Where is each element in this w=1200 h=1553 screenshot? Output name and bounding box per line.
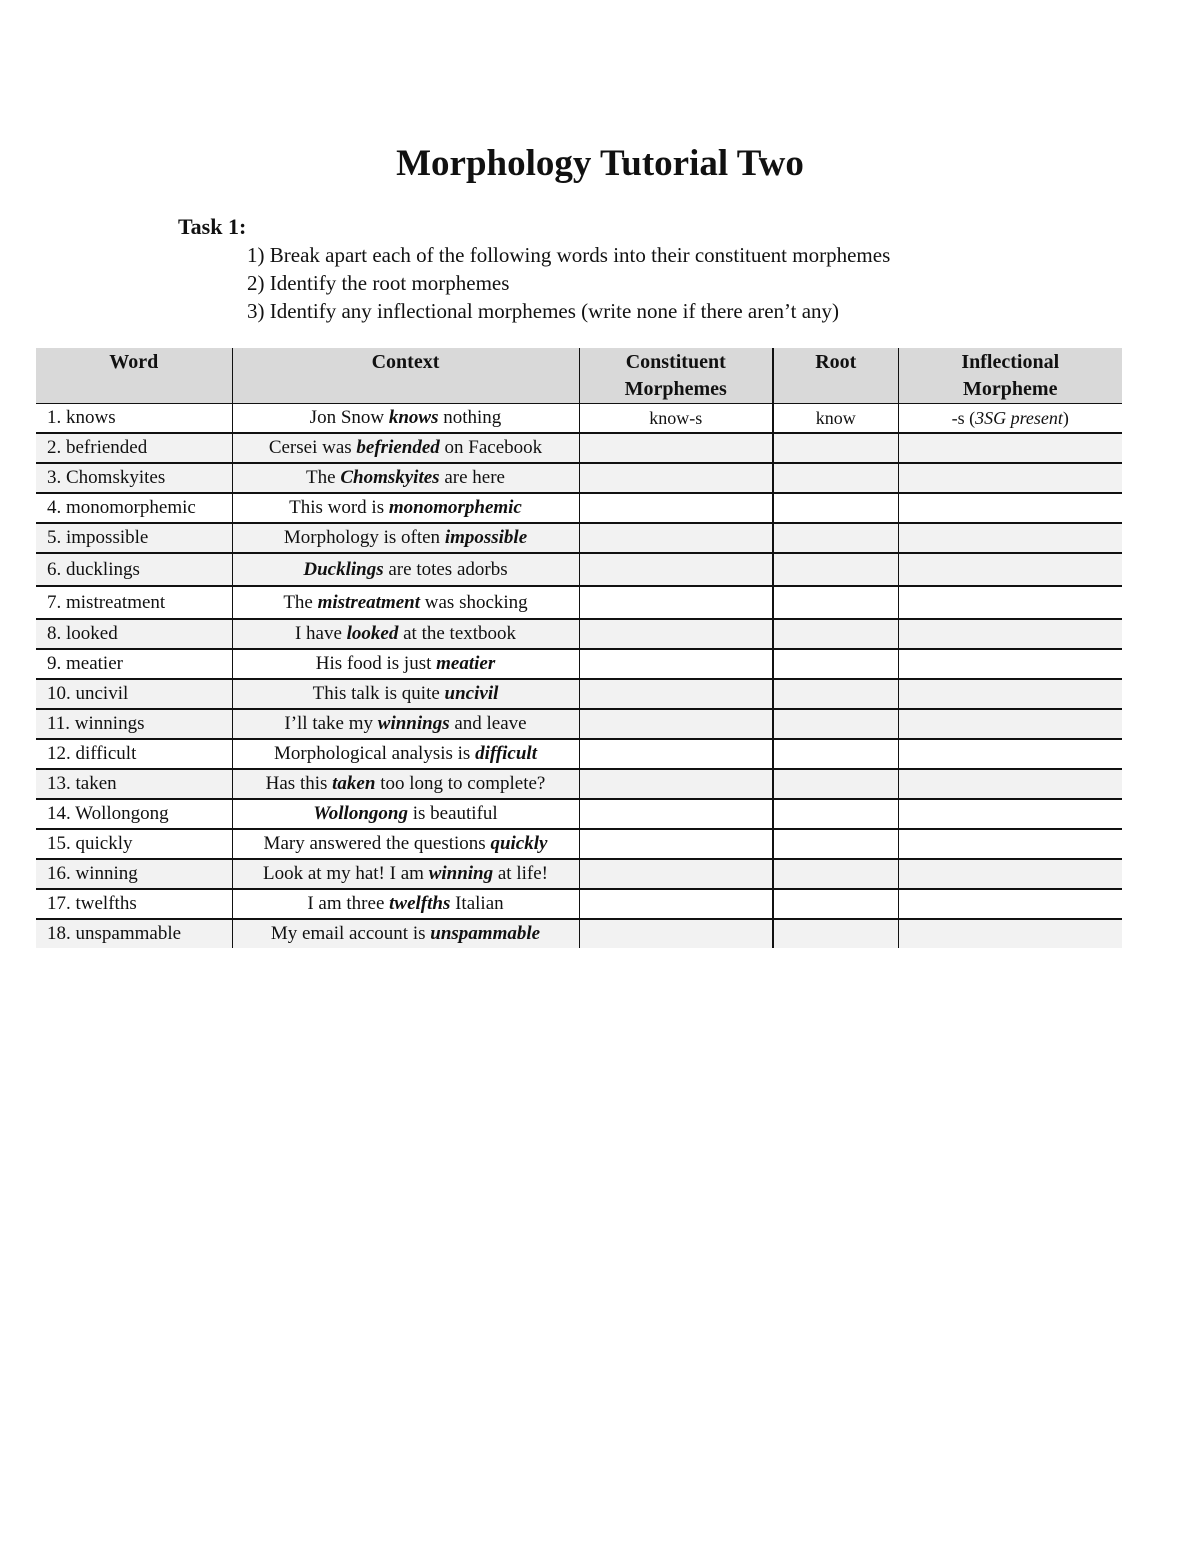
context-text-after: on Facebook — [439, 437, 543, 458]
context-text-before: I am three — [307, 893, 390, 914]
header-inflectional-morpheme — [898, 348, 1122, 404]
table-header-row — [36, 348, 1122, 404]
constituent-morphemes-cell[interactable] — [579, 829, 773, 859]
context-cell — [232, 463, 579, 493]
header-root: Root — [773, 348, 898, 404]
context-cell — [232, 404, 579, 434]
context-text-after: are here — [439, 467, 505, 488]
inflectional-morpheme-cell[interactable] — [898, 799, 1122, 829]
inflectional-morpheme-cell[interactable] — [898, 523, 1122, 553]
root-cell[interactable] — [773, 889, 898, 919]
inflectional-morpheme-cell[interactable] — [898, 649, 1122, 679]
context-cell — [232, 553, 579, 586]
context-text-before: My email account is — [270, 923, 431, 944]
constituent-morphemes-cell[interactable] — [579, 586, 773, 619]
header-word: Word — [36, 348, 232, 404]
context-text-before: The — [283, 591, 318, 613]
page-title: Morphology Tutorial Two — [396, 143, 804, 184]
table-row — [36, 889, 1122, 919]
context-text-before: Look at my hat! I am — [263, 863, 429, 884]
table-row — [36, 404, 1122, 434]
context-keyword: impossible — [444, 527, 528, 548]
task-label: Task 1: — [178, 214, 247, 239]
inflectional-morpheme-cell[interactable] — [898, 433, 1122, 463]
constituent-morphemes-cell[interactable] — [579, 433, 773, 463]
root-cell[interactable] — [773, 769, 898, 799]
root-cell[interactable] — [773, 586, 898, 619]
root-cell[interactable] — [773, 649, 898, 679]
constituent-morphemes-cell[interactable] — [579, 859, 773, 889]
inflectional-morpheme-cell[interactable] — [898, 889, 1122, 919]
context-cell — [232, 709, 579, 739]
word-cell: 7. mistreatment — [36, 586, 232, 619]
word-cell: 15. quickly — [36, 829, 232, 859]
context-keyword: twelfths — [389, 893, 451, 914]
constituent-morphemes-cell[interactable]: know-s — [579, 404, 773, 434]
inflectional-morpheme-cell[interactable] — [898, 859, 1122, 889]
word-cell: 10. uncivil — [36, 679, 232, 709]
context-cell — [232, 859, 579, 889]
table-row — [36, 433, 1122, 463]
header-inflectional-line1: Inflectional — [961, 351, 1060, 373]
context-text-before: Jon Snow — [309, 407, 389, 428]
word-cell: 13. taken — [36, 769, 232, 799]
table-row — [36, 859, 1122, 889]
constituent-morphemes-cell[interactable] — [579, 463, 773, 493]
context-keyword: unspammable — [430, 923, 541, 944]
instruction-item: 2) Identify the root morphemes — [247, 271, 510, 295]
table-row — [36, 769, 1122, 799]
inflectional-gloss: 3SG present — [975, 408, 1063, 428]
context-text-after: is beautiful — [407, 803, 498, 824]
table-row — [36, 586, 1122, 619]
header-inflectional-line2: Morpheme — [963, 378, 1058, 400]
context-text-before: This word is — [289, 497, 389, 518]
context-text-after: was shocking — [420, 591, 528, 613]
table-row — [36, 709, 1122, 739]
context-text-before: Mary answered the questions — [263, 833, 491, 854]
context-cell — [232, 493, 579, 523]
context-cell — [232, 433, 579, 463]
table-row — [36, 619, 1122, 649]
word-cell: 11. winnings — [36, 709, 232, 739]
context-text-after: are totes adorbs — [383, 558, 508, 580]
context-cell — [232, 649, 579, 679]
context-text-before: His food is just — [315, 653, 437, 674]
context-keyword: looked — [346, 623, 399, 644]
root-cell[interactable] — [773, 859, 898, 889]
inflectional-morpheme-cell[interactable] — [898, 404, 1122, 434]
context-keyword: winnings — [377, 713, 450, 734]
table-row — [36, 493, 1122, 523]
root-cell[interactable] — [773, 799, 898, 829]
context-keyword: taken — [332, 773, 376, 794]
context-cell — [232, 739, 579, 769]
context-keyword: monomorphemic — [388, 497, 522, 518]
context-text-before: This talk is quite — [312, 683, 445, 704]
root-cell[interactable] — [773, 739, 898, 769]
instruction-item: 1) Break apart each of the following words into their constituent morphemes — [247, 243, 891, 267]
inflectional-morpheme-cell[interactable] — [898, 739, 1122, 769]
context-keyword: meatier — [436, 653, 496, 674]
word-cell: 6. ducklings — [36, 553, 232, 586]
context-keyword: mistreatment — [317, 591, 421, 613]
constituent-morphemes-cell[interactable] — [579, 889, 773, 919]
context-text-before: Morphological analysis is — [274, 743, 476, 764]
constituent-morphemes-cell[interactable] — [579, 679, 773, 709]
inflectional-morpheme-cell[interactable] — [898, 493, 1122, 523]
inflectional-morpheme-cell[interactable] — [898, 463, 1122, 493]
context-text-before: The — [306, 467, 341, 488]
root-cell[interactable] — [773, 679, 898, 709]
context-text-before: Cersei was — [268, 437, 357, 458]
inflectional-text-end: ) — [1062, 408, 1069, 428]
header-constituent-morphemes — [579, 348, 773, 404]
word-cell: 9. meatier — [36, 649, 232, 679]
table-row — [36, 679, 1122, 709]
inflectional-morpheme-cell[interactable] — [898, 679, 1122, 709]
context-keyword: quickly — [490, 833, 548, 854]
constituent-morphemes-cell[interactable] — [579, 919, 773, 948]
context-cell — [232, 799, 579, 829]
root-cell[interactable] — [773, 709, 898, 739]
context-keyword: difficult — [475, 743, 537, 764]
root-cell[interactable] — [773, 919, 898, 948]
word-cell: 17. twelfths — [36, 889, 232, 919]
constituent-morphemes-cell[interactable] — [579, 619, 773, 649]
context-cell — [232, 919, 579, 948]
constituent-morphemes-cell[interactable] — [579, 523, 773, 553]
word-cell: 16. winning — [36, 859, 232, 889]
context-text-before: I have — [294, 623, 347, 644]
inflectional-morpheme-cell[interactable] — [898, 586, 1122, 619]
context-cell — [232, 769, 579, 799]
header-constituent-line1: Constituent — [625, 351, 726, 373]
instruction-item: 3) Identify any inflectional morphemes (write none if there aren’t any) — [247, 299, 840, 323]
context-cell — [232, 523, 579, 553]
context-keyword: winning — [428, 863, 494, 884]
context-keyword: uncivil — [444, 683, 499, 704]
constituent-morphemes-cell[interactable] — [579, 553, 773, 586]
word-cell: 5. impossible — [36, 523, 232, 553]
table-row — [36, 523, 1122, 553]
word-cell: 3. Chomskyites — [36, 463, 232, 493]
context-keyword: Ducklings — [303, 558, 384, 580]
table-row — [36, 919, 1122, 948]
root-cell[interactable] — [773, 433, 898, 463]
context-cell — [232, 829, 579, 859]
header-constituent-line2: Morphemes — [624, 378, 727, 400]
context-cell — [232, 619, 579, 649]
constituent-morphemes-cell[interactable] — [579, 739, 773, 769]
context-keyword: knows — [388, 407, 439, 428]
root-cell[interactable] — [773, 493, 898, 523]
context-cell — [232, 679, 579, 709]
morpheme-table — [36, 348, 1122, 948]
context-cell — [232, 586, 579, 619]
context-text-before: Morphology is often — [283, 527, 445, 548]
table-row — [36, 799, 1122, 829]
inflectional-text: -s ( — [951, 408, 976, 428]
context-text-after: at the textbook — [398, 623, 517, 644]
inflectional-morpheme-cell[interactable] — [898, 829, 1122, 859]
word-cell: 2. befriended — [36, 433, 232, 463]
constituent-morphemes-cell[interactable] — [579, 769, 773, 799]
word-cell: 14. Wollongong — [36, 799, 232, 829]
table-row — [36, 649, 1122, 679]
context-keyword: Wollongong — [313, 803, 408, 824]
inflectional-morpheme-cell[interactable] — [898, 919, 1122, 948]
context-keyword: befriended — [356, 437, 440, 458]
context-cell — [232, 889, 579, 919]
instructions-list — [247, 241, 890, 325]
constituent-morphemes-cell[interactable] — [579, 493, 773, 523]
word-cell: 8. looked — [36, 619, 232, 649]
inflectional-morpheme-cell[interactable] — [898, 619, 1122, 649]
inflectional-morpheme-cell[interactable] — [898, 553, 1122, 586]
table-body — [36, 404, 1122, 949]
table-row — [36, 829, 1122, 859]
context-text-before: I’ll take my — [284, 713, 378, 734]
context-text-after: nothing — [438, 407, 502, 428]
context-keyword: Chomskyites — [340, 467, 440, 488]
context-text-before: Has this — [265, 773, 333, 794]
constituent-morphemes-cell[interactable] — [579, 799, 773, 829]
context-text-after: and leave — [449, 713, 527, 734]
table-row — [36, 463, 1122, 493]
table-row — [36, 739, 1122, 769]
root-cell[interactable] — [773, 829, 898, 859]
word-cell: 12. difficult — [36, 739, 232, 769]
word-cell: 18. unspammable — [36, 919, 232, 948]
root-cell[interactable] — [773, 619, 898, 649]
word-cell: 4. monomorphemic — [36, 493, 232, 523]
root-cell[interactable] — [773, 553, 898, 586]
inflectional-morpheme-cell[interactable] — [898, 769, 1122, 799]
context-text-after: too long to complete? — [375, 773, 546, 794]
inflectional-morpheme-cell[interactable] — [898, 709, 1122, 739]
header-context: Context — [232, 348, 579, 404]
word-cell: 1. knows — [36, 404, 232, 434]
context-text-after: Italian — [450, 893, 504, 914]
table-row — [36, 553, 1122, 586]
root-cell[interactable] — [773, 523, 898, 553]
root-cell[interactable] — [773, 463, 898, 493]
constituent-morphemes-cell[interactable] — [579, 649, 773, 679]
context-text-after: at life! — [493, 863, 548, 884]
root-cell[interactable]: know — [773, 404, 898, 434]
constituent-morphemes-cell[interactable] — [579, 709, 773, 739]
